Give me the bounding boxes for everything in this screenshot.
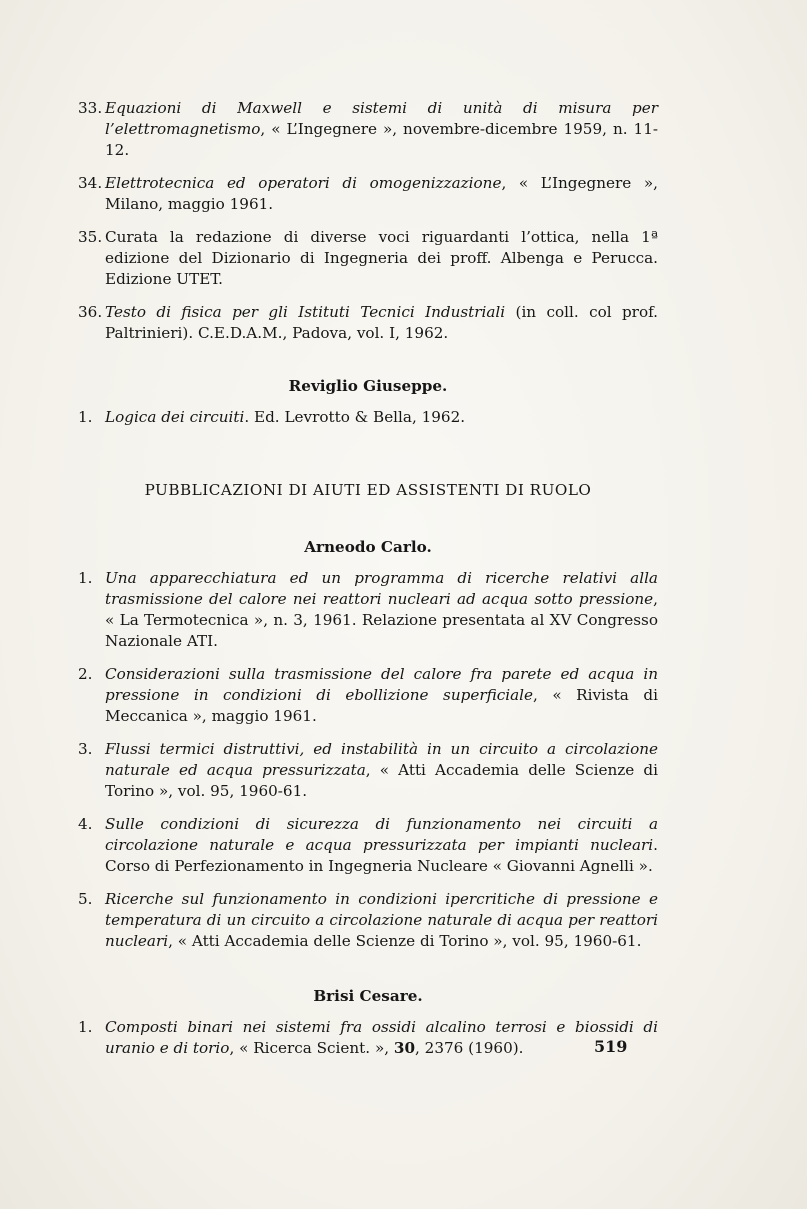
section-title: PUBBLICAZIONI DI AIUTI ED ASSISTENTI DI RUOLO	[144, 481, 592, 499]
item-title: Sulle condizioni di sicurezza di funzionamento nei circuiti a circolazione naturale e acqua pressurizzata per impianti nucleari	[105, 815, 658, 854]
publication-list-continued	[78, 98, 658, 344]
item-number: 33.	[78, 99, 103, 117]
item-details: , 2376 (1960).	[415, 1039, 524, 1057]
item-number: 4.	[78, 815, 93, 833]
list-item	[78, 227, 658, 290]
item-details: , « Ricerca Scient. »,	[229, 1039, 394, 1057]
author-name: Arneodo Carlo.	[304, 538, 432, 556]
list-item	[78, 664, 658, 727]
document-body	[78, 98, 658, 1071]
author-section-brisi	[78, 986, 658, 1059]
item-title: Una apparecchiatura ed un programma di ricerche relativi alla trasmissione del calore nei reattori nucleari ad acqua sotto pressione	[105, 569, 658, 608]
item-details: , « Atti Accademia delle Scienze di Torino », vol. 95, 1960-61.	[168, 932, 642, 950]
item-details: . Ed. Levrotto & Bella, 1962.	[244, 408, 466, 426]
item-details: . Corso di Perfezionamento in Ingegneria Nucleare « Giovanni Agnelli ».	[105, 836, 658, 875]
item-title: Elettrotecnica ed operatori di omogenizzazione	[105, 174, 502, 192]
item-details: , « Rivista di Meccanica », maggio 1961.	[105, 686, 658, 725]
item-number: 3.	[78, 740, 93, 758]
list-item	[78, 568, 658, 652]
item-title: Composti binari nei sistemi fra ossidi alcalino terrosi e biossidi di uranio e di torio	[105, 1018, 658, 1057]
item-number: 5.	[78, 890, 93, 908]
list-item	[78, 98, 658, 161]
item-number: 36.	[78, 303, 103, 321]
item-title: Ricerche sul funzionamento in condizioni ipercritiche di pressione e temperatura di un circuito a circolazione naturale di acqua per reattori nucleari	[105, 890, 658, 950]
author-name: Reviglio Giuseppe.	[288, 377, 448, 395]
item-details: (in coll. col prof. Paltrinieri). C.E.D.A.M., Padova, vol. I, 1962.	[105, 303, 658, 342]
item-number: 34.	[78, 174, 103, 192]
page-number: 519	[594, 1037, 628, 1056]
list-item	[78, 889, 658, 952]
author-section-reviglio	[78, 376, 658, 428]
list-item	[78, 302, 658, 344]
item-title: Testo di fisica per gli Istituti Tecnici Industriali	[105, 303, 506, 321]
list-item	[78, 814, 658, 877]
item-number: 35.	[78, 228, 103, 246]
item-title: Flussi termici distruttivi, ed instabilità in un circuito a circolazione naturale ed acqua pressurizzata	[105, 740, 658, 779]
item-details: , « La Termotecnica », n. 3, 1961. Relazione presentata al XV Congresso Nazionale ATI.	[105, 590, 658, 650]
author-section-arneodo	[78, 537, 658, 952]
item-title: Logica dei circuiti	[105, 408, 245, 426]
item-number: 1.	[78, 408, 93, 426]
item-number: 1.	[78, 569, 93, 587]
item-details: , « Atti Accademia delle Scienze di Torino », vol. 95, 1960-61.	[105, 761, 658, 800]
volume-number: 30	[393, 1039, 416, 1057]
author-name: Brisi Cesare.	[313, 987, 423, 1005]
item-number: 2.	[78, 665, 93, 683]
list-item	[78, 739, 658, 802]
list-item	[78, 1017, 658, 1059]
list-item	[78, 173, 658, 215]
item-details: , « L’Ingegnere », Milano, maggio 1961.	[105, 174, 658, 213]
item-details: , « L’Ingegnere », novembre-dicembre 1959, n. 11-12.	[105, 120, 658, 159]
item-number: 1.	[78, 1018, 93, 1036]
item-title: Considerazioni sulla trasmissione del calore fra parete ed acqua in pressione in condizioni di ebollizione superficiale	[105, 665, 658, 704]
list-item	[78, 407, 658, 428]
item-details: Curata la redazione di diverse voci riguardanti l’ottica, nella 1ª edizione del Dizionario di Ingegneria dei proff. Albenga e Perucca. Edizione UTET.	[105, 228, 658, 288]
item-title: Equazioni di Maxwell e sistemi di unità di misura per l’elettromagnetismo	[105, 99, 658, 138]
